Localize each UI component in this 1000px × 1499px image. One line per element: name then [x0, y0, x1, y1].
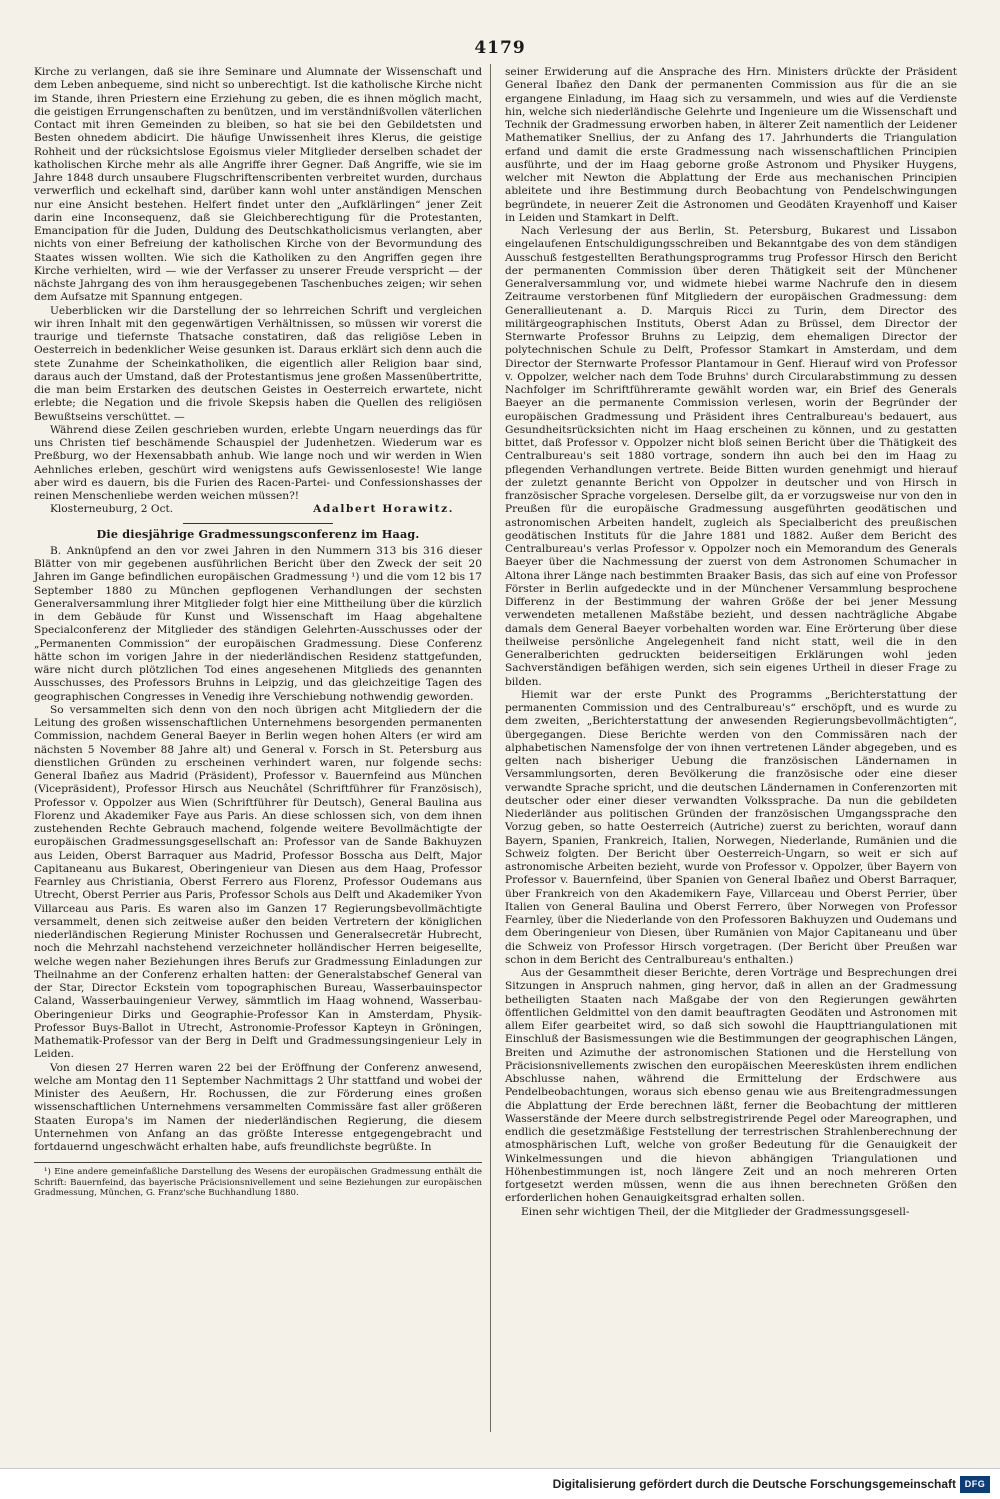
footnote-text: ¹) Eine andere gemeinfaßliche Darstellung des Wesens der europäischen Gradmessung enthält die Schrift: Bauernfeind, das bayerische Präcisionsnivellement und seine Beziehungen zur europäischen Gradmessung, München, G. Franz'sche Buchhandlung 1880. — [34, 1167, 482, 1199]
paragraph: Aus der Gesammtheit dieser Berichte, deren Vorträge und Besprechungen drei Sitzungen in Anspruch nahmen, ging hervor, daß in allen an der Gradmessung betheiligten Staaten nach Maßgabe der von den Regierungen gewährten öffentlichen Geldmittel von den damit beauftragten Geodäten und Astronomen mit allem Eifer gearbeitet wird, so daß sich sowohl die Haupttriangulationen mit Einschluß der Basismessungen wie die Bestimmungen der geographischen Längen, Breiten und Azimuthe der astronomischen Stationen und die Herstellung von Präcisionsnivellements zwischen den europäischen Meeresküsten ihrem endlichen Abschlusse nahen, während die Ermittelung der Erdschwere aus Pendelbeobachtungen, woraus sich ebenso genau wie aus Breitengradmessungen die Abplattung der Erde berechnen läßt, ferner die Beobachtung der mittleren Wasserstände der Meere durch selbstregistrirende Pegel oder Mareographen, und endlich die gesetzmäßige Feststellung der terrestrischen Strahlenberechnung der atmosphärischen Luft, welche von großer Bedeutung für die Genauigkeit der Winkelmessungen und die hievon abhängigen Triangulationen und Höhenbestimmungen ist, noch längere Zeit und an noch mehreren Orten fortgesetzt werden müssen, wenn die aus ihnen berechneten Größen den erforderlichen hohen Genauigkeitsgrad erhalten sollen. — [505, 967, 957, 1205]
paragraph: Einen sehr wichtigen Theil, der die Mitglieder der Gradmessungsgesell- — [521, 1205, 910, 1218]
signature-line — [34, 503, 482, 516]
paragraph: Von diesen 27 Herren waren 22 bei der Eröffnung der Conferenz anwesend, welche am Montag den 11 September Nachmittags 2 Uhr stattfand und wobei der Minister des Aeußern, Hr. Rochussen, die zur Förderung eines großen wissenschaftlichen Unternehmens versammelten Commissäre fast aller größeren Staaten Europa's im Namen der niederländischen Regierung, die diesem Unternehmen von Anfang an das größte Interesse entgegengebracht und fortdauernd ungeschwächt erhalten habe, aufs freundlichste begrüßte. In — [34, 1061, 482, 1153]
page-number: 4179 — [474, 38, 526, 58]
paragraph: Nach Verlesung der aus Berlin, St. Petersburg, Bukarest und Lissabon eingelaufenen Entschuldigungsschreiben und Bekanntgabe des von dem ständigen Ausschuß festgestellten Berathungsprogramms trug Professor Hirsch den Bericht der permanenten Commission über deren Thätigkeit seit der Münchener Generalversammlung vor, und widmete hiebei warme Nachrufe den in diesem Zeitraume verstorbenen fünf Mitgliedern der europäischen Gradmessung: dem Generallieutenant a. D. Marquis Ricci zu Turin, dem Director des militärgeographischen Instituts, Oberst Adan zu Brüssel, dem Director der Sternwarte Professor Bruhns zu Leipzig, dem ehemaligen Director der polytechnischen Schule zu Delft, Professor Stamkart in Amsterdam, und dem Director der Sternwarte Professor Plantamour in Genf. Hierauf wird von Professor v. Oppolzer, welcher nach dem Tode Bruhns' durch Circularabstimmung zu dessen Nachfolger im Schriftführeramte gewählt worden war, ein Brief des Generals Baeyer an die permanente Commission verlesen, worin der Begründer der europäischen Gradmessung und Präsident ihres Centralbureau's bedauert, aus Gesundheitsrücksichten nicht im Haag erscheinen zu können, und zu gestatten bittet, daß Professor v. Oppolzer nicht bloß seinen Bericht über die Thätigkeit des Centralbureau's seit 1880 vortrage, sondern ihn auch bei den im Haag zu pflegenden Verhandlungen vertrete. Beide Bitten wurden genehmigt und hierauf der zuletzt genannte Bericht von Oppolzer in deutscher und von Hirsch in französischer Sprache vorgelesen. Derselbe gilt, da er vorzugsweise nur von den in Preußen für die europäische Gradmessung ausgeführten geodätischen und astronomischen Arbeiten handelt, zugleich als Specialbericht des preußischen geodätischen Instituts für die Jahre 1881 und 1882. Außer dem Bericht des Centralbureau's verlas Professor v. Oppolzer noch ein Memorandum des Generals Baeyer über die Nachmessung der zuerst von dem Astronomen Schumacher in Altona ihrer Länge nach bestimmten Braaker Basis, das sich auf eine von Professor Förster in Berlin aufgedeckte und in der Münchener Versammlung besprochene Differenz in der Bestimmung der wahren Größe der bei jener Messung verwendeten metallenen Maßstäbe bezieht, und dessen nachträgliche Abgabe damals dem General Baeyer vorbehalten worden war. Eine Erörterung über diese theilweise persönliche Angelegenheit fand nicht statt, weil die in den Generalberichten gedruckten beiderseitigen Erklärungen wohl jeden Sachverständigen befähigen werden, sich sein eigenes Urtheil in dieser Frage zu bilden. — [505, 225, 957, 688]
paragraph: Ueberblicken wir die Darstellung der so lehrreichen Schrift und vergleichen wir ihren Inhalt mit den gegenwärtigen Verhältnissen, so müssen wir vorerst die traurige und tiefernste Thatsache constatiren, daß das religiöse Leben in Oesterreich in bedenklicher Weise gesunken ist. Daraus erklärt sich denn auch die stete Zunahme der Scheinkatholiken, die eigentlich aller Religion baar sind, daraus auch der Umstand, daß der Protestantismus jene großen Massenübertritte, die man beim Erstarken des deutschen Geistes in Oesterreich erwartete, nicht erlebte; die Negation und die frivole Skepsis haben die Quellen des religiösen Bewußtseins verschüttet. — — [34, 304, 482, 423]
paragraph: Kirche zu verlangen, daß sie ihre Seminare und Alumnate der Wissenschaft und dem Leben anbequeme, sind nicht so unberechtigt. Ist die katholische Kirche nicht im Stande, ihren Priestern eine Erziehung zu geben, die es ihnen möglich macht, die geistigen Errungenschaften zu benützen, und im verständnißvollen väterlichen Contact mit ihren Gemeinden zu bleiben, so hat sie bei den Gebildetsten und Besten ohnedem abdicirt. Die häufige Unwissenheit ihres Klerus, die geistige Rohheit und der rücksichtslose Egoismus vieler Mitglieder derselben schadet der katholischen Kirche mehr als alle Angriffe ihrer Gegner. Daß Angriffe, wie sie im Jahre 1848 durch unsaubere Flugschriftenscribenten verbreitet wurden, durchaus verwerflich und eckelhaft sind, darüber kann wohl unter anständigen Menschen nur eine Ansicht bestehen. Helfert findet unter den „Aufklärlingen“ jener Zeit darin eine Inconsequenz, daß sie Gleichberechtigung für die Protestanten, Emancipation für die Juden, Duldung des Deutschkatholicismus verlangten, aber nichts von einer Befreiung der katholischen Kirche von der Bevormundung des Staates wissen wollten. Wie sich die Katholiken zu den Angriffen gegen ihre Kirche verhielten, wird — wie der Verfasser zu unserer Freude verspricht — der nächste Jahrgang des von ihm herausgegebenen Taschenbuches zeigen; wir sehen dem Aufsatze mit Spannung entgegen. — [34, 66, 482, 304]
section-divider — [183, 523, 333, 524]
funding-notice: Digitalisierung gefördert durch die Deutsche Forschungsgemeinschaft — [552, 1477, 956, 1491]
signature-place: Klosterneuburg, 2 Oct. — [50, 503, 174, 516]
column-divider — [490, 64, 491, 1432]
paragraph: B. Anknüpfend an den vor zwei Jahren in den Nummern 313 bis 316 dieser Blätter von mir gegebenen ausführlichen Bericht über den Zweck der seit 20 Jahren im Gange befindlichen europäischen Gradmessung ¹) und die vom 12 bis 17 September 1880 zu München gepflogenen Verhandlungen der sechsten Generalversammlung ihrer Mitglieder folgt hier eine Mittheilung über die kürzlich in dem Gebäude für Kunst und Wissenschaft im Haag abgehaltene Specialconferenz der Mitglieder des ständigen Gelehrten-Ausschusses oder der „Permanenten Commission“ der europäischen Gradmessung. Diese Conferenz hätte schon im vorigen Jahre in der niederländischen Residenz stattgefunden, wäre nicht durch plötzlichen Tod eines angesehenen Mitglieds des genannten Ausschusses, des Professors Bruhns in Leipzig, und das gleichzeitige Tagen des geographischen Congresses in Venedig ihre Verschiebung nothwendig geworden. — [34, 544, 482, 703]
paragraph: So versammelten sich denn von den noch übrigen acht Mitgliedern der die Leitung des großen wissenschaftlichen Unternehmens besorgenden permanenten Commission, nachdem General Baeyer in Berlin wegen hohen Alters (er wird am nächsten 5 November 88 Jahre alt) und General v. Forsch in St. Petersburg aus dienstlichen Gründen zu erscheinen verhindert waren, nur folgende sechs: General Ibañez aus Madrid (Präsident), Professor v. Bauernfeind aus München (Vicepräsident), Professor Hirsch aus Neuchâtel (Schriftführer für Französisch), Professor v. Oppolzer aus Wien (Schriftführer für Deutsch), General Baulina aus Florenz und Akademiker Faye aus Paris. An diese schlossen sich, von dem ihnen zustehenden Rechte Gebrauch machend, folgende weitere Bevollmächtigte der europäischen Gradmessungsgesellschaft an: Professor van de Sande Bakhuyzen aus Leiden, Oberst Barraquer aus Madrid, Professor Bosscha aus Delft, Major Capitaneanu aus Bukarest, Oberingenieur van Diesen aus dem Haag, Professor Fearnley aus Christiania, Oberst Ferrero aus Florenz, Professor Oudemans aus Utrecht, Oberst Perrier aus Paris, Professor Schols aus Delft und Akademiker Yvon Villarceau aus Paris. Es waren also im Ganzen 17 Regierungsbevollmächtigte versammelt, denen sich zeitweise außer den beiden Vertretern der königlichen niederländischen Regierung Minister Rochussen und Generalsecretär Hubrecht, noch die Mehrzahl nachstehend verzeichneter holländischer Herren beigesellte, welche wegen naher Beziehungen ihres Berufs zur Gradmessung Einladungen zur Theilnahme an der Conferenz erhalten hatten: der Generalstabschef General van der Star, Director Eckstein vom topographischen Bureau, Wasserbauinspector Caland, Wasserbauingenieur Verwey, sämmtlich im Haag wohnend, Wasserbau-Oberingenieur Dirks und Geographie-Professor Kan in Amsterdam, Physik-Professor Buys-Ballot in Utrecht, Astronomie-Professor Kapteyn in Gröningen, Mathematik-Professor van der Berg in Delft und Gradmessungsingenieur Lely in Leiden. — [34, 703, 482, 1061]
paragraph: Hiemit war der erste Punkt des Programms „Berichterstattung der permanenten Commission und des Centralbureau's“ erschöpft, und es wurde zu dem zweiten, „Berichterstattung der anwesenden Regierungsbevollmächtigten“, übergegangen. Diese Berichte werden von den Commissären nach der alphabetischen Namensfolge der von ihnen vertretenen Länder abgegeben, und es gelten nach bisheriger Uebung die französischen Ländernamen in Versammlungsorten, deren Bevölkerung die französische oder eine dieser verwandte Sprache spricht, und die deutschen Ländernamen in Conferenzorten mit deutscher oder einer dieser verwandten Volkssprache. Da nun die gebildeten Niederländer aus politischen Gründen der französischen Umgangssprache den Vorzug geben, so hatte Oesterreich (Autriche) zuerst zu berichten, worauf dann Bayern, Spanien, Frankreich, Italien, Norwegen, Niederlande, Rumänien und die Schweiz folgten. Der Bericht über Oesterreich-Ungarn, so weit er sich auf astronomische Arbeiten bezieht, wurde von Professor v. Oppolzer, über Bayern von Professor v. Bauernfeind, über Spanien von General Ibañez und Oberst Barraquer, über Frankreich von den Akademikern Faye, Villarceau und Oberst Perrier, über Italien von General Baulina und Oberst Ferrero, über Norwegen von Professor Fearnley, über die Niederlande von den Professoren Bakhuyzen und Oudemans und dem Oberingenieur von Diesen, über Rumänien von Major Capitaneanu und über die Schweiz von Professor Hirsch vorgetragen. (Der Bericht über Preußen war schon in dem Bericht des Centralbureau's enthalten.) — [505, 688, 957, 966]
article-heading: Die diesjährige Gradmessungsconferenz im Haag. — [96, 526, 420, 541]
dfg-logo-icon: DFG — [960, 1476, 990, 1493]
right-column — [505, 66, 957, 1219]
signature-author: Adalbert Horawitz. — [313, 503, 454, 516]
paragraph: Während diese Zeilen geschrieben wurden, erlebte Ungarn neuerdings das für uns Christen tief beschämende Schauspiel der Judenhetzen. Wiederum war es Preßburg, wo der Hexensabbath anhub. Wie lange noch und wir werden in Wien Aehnliches erleben, geschürt wird wenigstens aufs Gewissenloseste! Wie lange aber wird es dauern, bis die Furien des Racen-Partei- und Confessionshasses der reinen Menschenliebe werden weichen müssen?! — [34, 423, 482, 502]
left-column — [34, 66, 482, 1199]
footer-bar — [0, 1468, 1000, 1499]
paragraph: seiner Erwiderung auf die Ansprache des Hrn. Ministers drückte der Präsident General Ibañez den Dank der permanenten Commission aus für die an sie ergangene Einladung, im Haag sich zu versammeln, und wies auf die Verdienste hin, welche sich niederländische Gelehrte und Ingenieure um die Wissenschaft und Technik der Gradmessung erworben haben, in älterer Zeit namentlich der Leidener Mathematiker Snellius, der zu Anfang des 17. Jahrhunderts die Triangulation erfand und damit die erste Gradmessung nach wissenschaftlichen Principien ausführte, und der im Haag geborne große Astronom und Physiker Huygens, welcher mit Newton die Abplattung der Erde aus mechanischen Principien ableitete und ihre Bestimmung durch Beobachtung von Pendelschwingungen begründete, in neuerer Zeit die Astronomen und Geodäten Krayenhoff und Kaiser in Leiden und Stamkart in Delft. — [505, 66, 957, 224]
footnote — [34, 1162, 482, 1199]
